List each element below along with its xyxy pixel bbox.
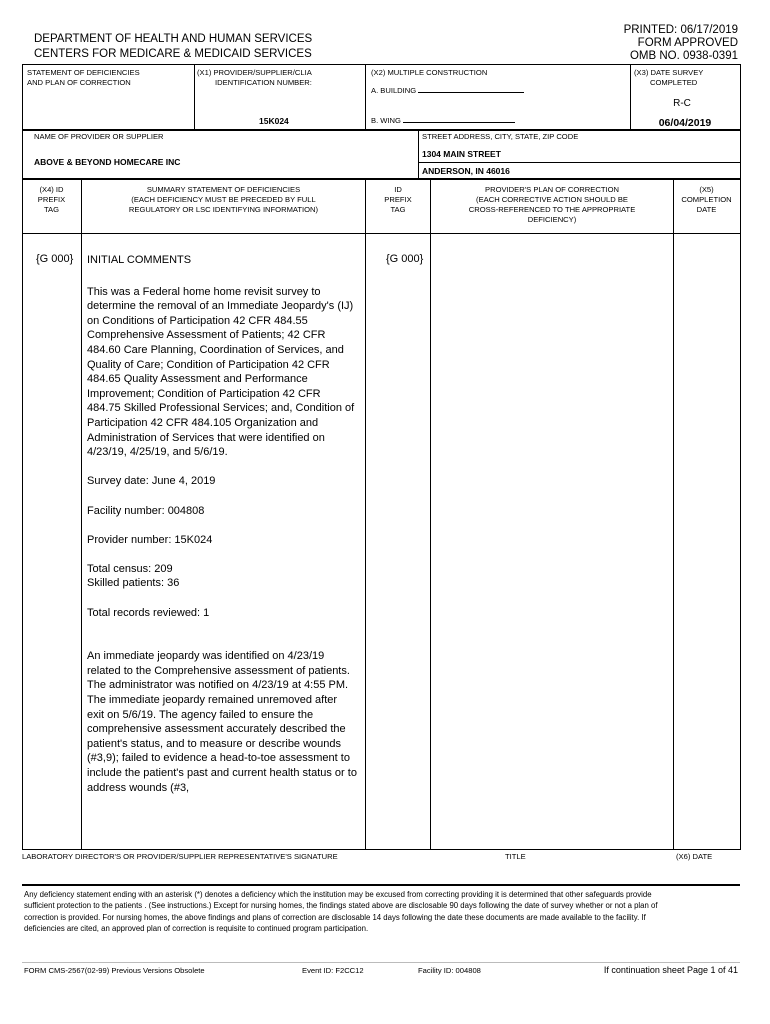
director-signature-label: LABORATORY DIRECTOR'S OR PROVIDER/SUPPLIER REPRESENTATIVE'S SIGNATURE [22,852,338,861]
form-number: FORM CMS-2567(02-99) Previous Versions Obsolete [24,966,205,975]
form-approved: FORM APPROVED [637,37,738,49]
form-info-header [624,24,738,63]
building-field: A. BUILDING [371,84,524,96]
provider-name: ABOVE & BEYOND HOMECARE INC [34,157,181,167]
summary-header: SUMMARY STATEMENT OF DEFICIENCIES (EACH DEFICIENCY MUST BE PRECEDED BY FULL REGULATORY OR LSC IDENTIFYING INFORMATION) [128,185,319,214]
census-block [87,562,357,591]
provider-id-number: 15K024 [259,116,289,126]
wing-field: B. WING [371,114,515,126]
survey-description: This was a Federal home home revisit survey to determine the removal of an Immediate Jeopardy's (IJ) on Conditions of Participation 42 CFR 484.55 Comprehensive Assessment of Patients; 42 CFR 484.60 Care Planning, Coordination of Services, and Quality of Care; Condition of Participation 42 CFR 484.65 Quality Assessment and Performance Improvement; Condition of Participation 42 CFR 484.75 Skilled Professional Services; and, Condition of Participation 42 CFR 484.105 Organization and Administration of Services that were identified on 4/23/19, 4/25/19, and 5/6/19. [87,285,355,459]
survey-date: Survey date: June 4, 2019 [87,475,216,488]
facility-id: Facility ID: 004808 [418,966,481,975]
initial-comments-heading: INITIAL COMMENTS [87,254,192,266]
page-indicator: If continuation sheet Page 1 of 41 [603,965,738,975]
street-address: 1304 MAIN STREET [422,149,501,159]
wing-blank [403,114,515,123]
immediate-jeopardy-paragraph: An immediate jeopardy was identified on 4/23/19 related to the Comprehensive assessment of patients. The administrator was notified on 4/23/19 at 4:55 PM. The immediate jeopardy remained unremoved after exit on 5/6/19. The agency failed to ensure the comprehensive assessment accurately described the patient's status, and to measure or describe wounds (#3,9); failed to evidence a head-to-toe assessment to include the patient's past and current health status or to address wounds (#3, [87,650,357,794]
deficiency-statement [87,253,357,795]
total-census: Total census: 209 [87,562,173,575]
title-label: TITLE [505,852,526,861]
plan-header: PROVIDER'S PLAN OF CORRECTION (EACH CORRECTIVE ACTION SHOULD BE CROSS-REFERENCED TO THE APPROPRIATE DEFICIENCY) [468,185,636,224]
id-prefix-header: ID PREFIX TAG [384,185,412,214]
x3-label: (X3) DATE SURVEY COMPLETED [634,68,704,87]
left-prefix-tag: {G 000} [36,253,74,265]
city-state-zip: ANDERSON, IN 46016 [422,166,510,176]
disclosure-note: Any deficiency statement ending with an asterisk (*) denotes a deficiency which the institution may be excused from correcting providing it is determined that other safeguards provide sufficient protection to the patients . (See instructions.) Except for nursing homes, the findings stated above are disclosable 90 days following the date of survey whether or not a plan of correction is provided. For nursing homes, the above findings and plans of correction are disclosable 14 days following the date these documents are made available to the facility. If deficiencies are cited, an approved plan of correction is requisite to continued program participation. [24,890,658,933]
provider-number: Provider number: 15K024 [87,533,213,546]
x5-header: (X5) COMPLETION DATE [681,185,732,214]
facility-number: Facility number: 004808 [87,504,205,517]
department-line: DEPARTMENT OF HEALTH AND HUMAN SERVICES [34,33,313,45]
x2-label: (X2) MULTIPLE CONSTRUCTION [371,68,488,77]
right-prefix-tag: {G 000} [386,253,424,265]
survey-rc: R-C [673,98,691,109]
survey-completed-date: 06/04/2019 [658,117,712,129]
agency-header [34,32,312,62]
statement-label: STATEMENT OF DEFICIENCIES AND PLAN OF CORRECTION [27,68,140,87]
printed-date: PRINTED: 06/17/2019 [623,24,738,36]
omb-number: OMB NO. 0938-0391 [629,50,738,62]
address-label: STREET ADDRESS, CITY, STATE, ZIP CODE [422,132,579,141]
records-reviewed: Total records reviewed: 1 [87,606,210,619]
provider-name-label: NAME OF PROVIDER OR SUPPLIER [34,132,164,141]
x6-date-label: (X6) DATE [676,852,713,861]
x4-header: (X4) ID PREFIX TAG [37,185,66,214]
skilled-patients: Skilled patients: 36 [87,577,180,590]
event-id: Event ID: F2CC12 [302,966,364,975]
x1-label: (X1) PROVIDER/SUPPLIER/CLIA IDENTIFICATION NUMBER: [197,68,312,87]
building-blank [418,84,524,93]
centers-line: CENTERS FOR MEDICARE & MEDICAID SERVICES [34,48,312,60]
